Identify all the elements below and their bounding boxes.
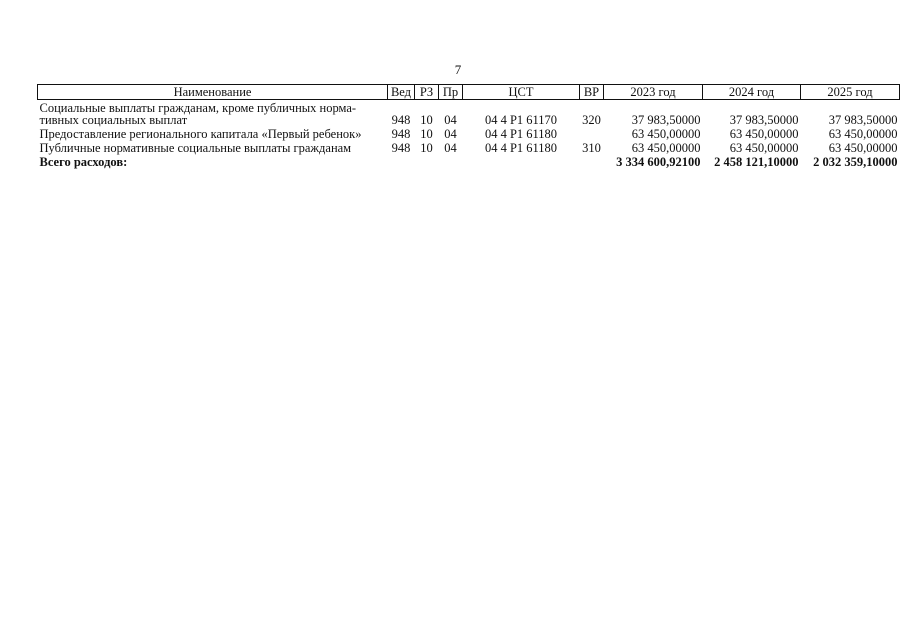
row-cst: 04 4 P1 61180 — [484, 141, 558, 155]
table-row — [38, 140, 900, 154]
row-2025: 63 450,00000 — [828, 127, 898, 141]
row-pr: 04 — [444, 127, 457, 141]
empty-cell — [439, 154, 463, 168]
column-header-cst: ЦСТ — [463, 85, 580, 100]
empty-cell — [415, 154, 439, 168]
table-row — [38, 100, 900, 127]
column-header-pr: Пр — [439, 85, 463, 100]
row-2023: 63 450,00000 — [631, 127, 701, 141]
row-vr: 310 — [582, 141, 601, 155]
total-row — [38, 154, 900, 168]
row-2025: 63 450,00000 — [828, 141, 898, 155]
row-2023: 37 983,50000 — [631, 113, 701, 127]
column-header-2023: 2023 год — [604, 85, 703, 100]
row-2025: 37 983,50000 — [828, 113, 898, 127]
page-number: 7 — [454, 62, 462, 77]
row-name-line: Социальные выплаты гражданам, кроме публичных норма- — [39, 101, 357, 115]
row-cst: 04 4 P1 61170 — [484, 113, 558, 127]
row-rz: 10 — [420, 127, 433, 141]
row-cst: 04 4 P1 61180 — [484, 127, 558, 141]
row-pr: 04 — [444, 113, 457, 127]
row-name: Публичные нормативные социальные выплаты гражданам — [39, 141, 352, 155]
column-header-rz: РЗ — [415, 85, 439, 100]
empty-cell — [580, 154, 604, 168]
expenditure-table — [37, 84, 900, 168]
row-2024: 63 450,00000 — [729, 141, 799, 155]
table-header-row — [38, 85, 900, 100]
total-2024: 2 458 121,10000 — [714, 155, 799, 169]
column-header-name: Наименование — [38, 85, 388, 100]
row-pr: 04 — [444, 141, 457, 155]
column-header-2025: 2025 год — [801, 85, 900, 100]
row-vr: 320 — [582, 113, 601, 127]
total-2023: 3 334 600,92100 — [616, 155, 701, 169]
row-ved: 948 — [391, 113, 411, 127]
table-row — [38, 126, 900, 140]
column-header-2024: 2024 год — [703, 85, 801, 100]
row-2023: 63 450,00000 — [631, 141, 701, 155]
row-rz: 10 — [420, 141, 433, 155]
row-rz: 10 — [420, 113, 433, 127]
column-header-ved: Вед — [388, 85, 415, 100]
total-label: Всего расходов: — [39, 155, 128, 169]
row-ved: 948 — [391, 141, 411, 155]
row-name — [38, 100, 388, 127]
row-ved: 948 — [391, 127, 411, 141]
column-header-vr: ВР — [580, 85, 604, 100]
row-name: Предоставление регионального капитала «Первый ребенок» — [39, 127, 362, 141]
row-2024: 37 983,50000 — [729, 113, 799, 127]
empty-cell — [388, 154, 415, 168]
row-vr — [580, 126, 604, 140]
row-2024: 63 450,00000 — [729, 127, 799, 141]
empty-cell — [463, 154, 580, 168]
row-name-line: тивных социальных выплат — [39, 113, 188, 127]
total-2025: 2 032 359,10000 — [813, 155, 898, 169]
